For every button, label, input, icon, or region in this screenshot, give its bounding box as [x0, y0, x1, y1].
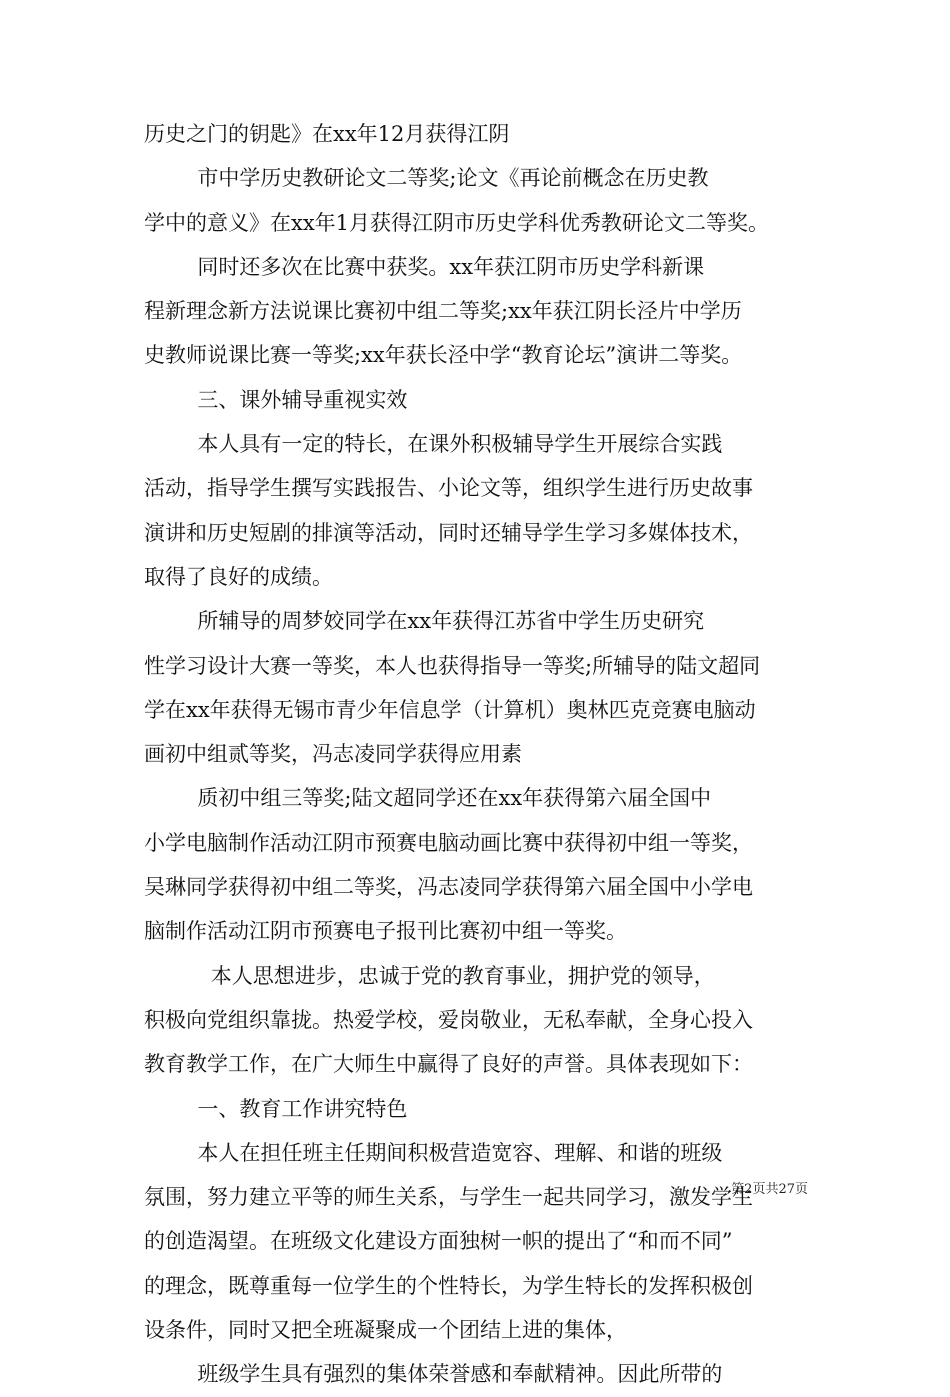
text-line: 画初中组贰等奖，冯志凌同学获得应用素: [144, 742, 522, 767]
text-line: 所辅导的周梦姣同学在xx年获得江苏省中学生历史研究: [144, 609, 705, 634]
text-line: 的理念，既尊重每一位学生的个性特长，为学生特长的发挥积极创: [144, 1273, 753, 1298]
text-line: 班级学生具有强烈的集体荣誉感和奉献精神。因此所带的: [144, 1362, 723, 1387]
text-line: 氛围，努力建立平等的师生关系，与学生一起共同学习，激发学生: [144, 1185, 753, 1210]
text-line: 同时还多次在比赛中获奖。xx年获江阴市历史学科新课: [144, 254, 705, 279]
section-heading: 一、教育工作讲究特色: [144, 1096, 408, 1121]
document-body: [144, 112, 814, 1397]
text-line: 本人具有一定的特长，在课外积极辅导学生开展综合实践: [144, 432, 723, 457]
text-line: 程新理念新方法说课比赛初中组二等奖;xx年获江阴长泾片中学历: [144, 299, 742, 324]
text-line: 小学电脑制作活动江阴市预赛电脑动画比赛中获得初中组一等奖，: [144, 830, 753, 855]
page-number: 第2页共27页: [731, 1182, 808, 1197]
text-line: 本人思想进步，忠诚于党的教育事业，拥护党的领导，: [144, 963, 715, 988]
text-line: 史教师说课比赛一等奖;xx年获长泾中学“教育论坛”演讲二等奖。: [144, 343, 743, 368]
text-line: 的创造渴望。在班级文化建设方面独树一帜的提出了“和而不同”: [144, 1229, 733, 1254]
text-line: 吴琳同学获得初中组二等奖，冯志凌同学获得第六届全国中小学电: [144, 875, 753, 900]
text-line: 本人在担任班主任期间积极营造宽容、理解、和谐的班级: [144, 1140, 723, 1165]
text-line: 性学习设计大赛一等奖，本人也获得指导一等奖;所辅导的陆文超同: [144, 653, 761, 678]
text-line: 质初中组三等奖;陆文超同学还在xx年获得第六届全国中: [144, 786, 712, 811]
text-line: 教育教学工作，在广大师生中赢得了良好的声誉。具体表现如下：: [144, 1052, 753, 1077]
text-line: 市中学历史教研论文二等奖;论文《再论前概念在历史教: [144, 166, 709, 191]
text-line: 取得了良好的成绩。: [144, 564, 333, 589]
section-heading: 三、课外辅导重视实效: [144, 387, 408, 412]
text-line: 演讲和历史短剧的排演等活动，同时还辅导学生学习多媒体技术，: [144, 520, 753, 545]
text-line: 脑制作活动江阴市预赛电子报刊比赛初中组一等奖。: [144, 919, 627, 944]
text-line: 学中的意义》在xx年1月获得江阴市历史学科优秀教研论文二等奖。: [144, 210, 770, 235]
text-line: 学在xx年获得无锡市青少年信息学（计算机）奥林匹克竞赛电脑动: [144, 697, 756, 722]
text-line: 积极向党组织靠拢。热爱学校，爱岗敬业，无私奉献，全身心投入: [144, 1007, 753, 1032]
text-line: 设条件，同时又把全班凝聚成一个团结上进的集体，: [144, 1318, 627, 1343]
text-line: 历史之门的钥匙》在xx年12月获得江阴: [144, 122, 510, 146]
text-line: 活动，指导学生撰写实践报告、小论文等，组织学生进行历史故事: [144, 476, 753, 501]
